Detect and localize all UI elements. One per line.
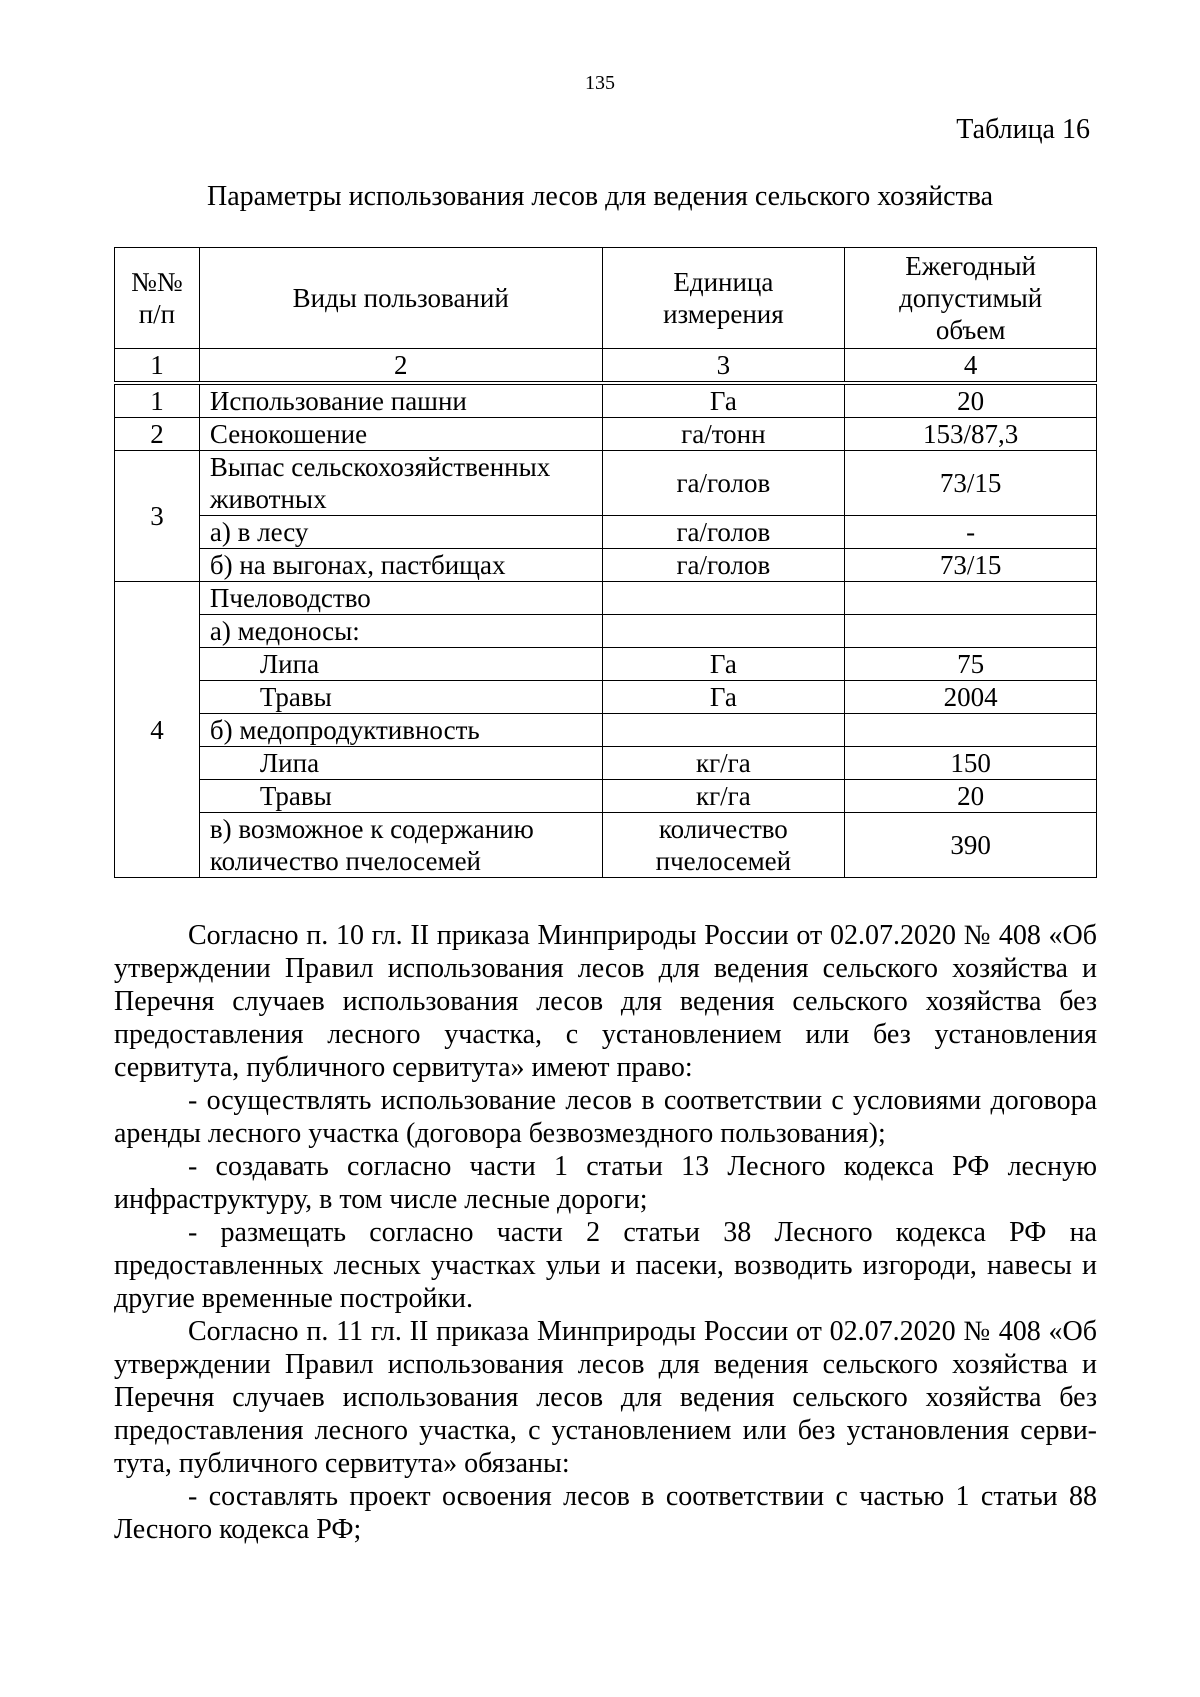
row-kind-line: Выпас сельскохозяйственных bbox=[209, 452, 551, 482]
row-unit-line: количество bbox=[658, 814, 788, 844]
header-number-line: №№ bbox=[131, 267, 183, 297]
row-volume bbox=[845, 582, 1097, 615]
row-volume: 20 bbox=[845, 780, 1097, 813]
row-unit: га/голов bbox=[602, 549, 845, 582]
table-row bbox=[115, 648, 1097, 681]
forest-use-parameters-table bbox=[114, 247, 1097, 878]
column-number: 3 bbox=[602, 349, 845, 384]
row-kind-line: животных bbox=[209, 484, 327, 514]
row-number: 3 bbox=[115, 451, 200, 582]
row-kind: Сенокошение bbox=[199, 418, 602, 451]
header-unit bbox=[602, 248, 845, 349]
row-kind: б) медопродуктивность bbox=[199, 714, 602, 747]
row-kind: а) в лесу bbox=[199, 516, 602, 549]
column-number: 2 bbox=[199, 349, 602, 384]
row-unit bbox=[602, 714, 845, 747]
header-unit-line: Единица bbox=[673, 267, 774, 297]
header-volume-line: Ежегодный bbox=[905, 251, 1036, 281]
row-unit bbox=[602, 582, 845, 615]
row-unit: Га bbox=[602, 681, 845, 714]
table-row bbox=[115, 418, 1097, 451]
row-kind-line: в) возможное к содержанию bbox=[209, 814, 534, 844]
column-numbers-row bbox=[115, 349, 1097, 384]
row-number: 1 bbox=[115, 383, 200, 418]
table-row bbox=[115, 714, 1097, 747]
table-row bbox=[115, 383, 1097, 418]
paragraph: Согласно п. 11 гл. II приказа Минприроды России от 02.07.2020 № 408 «Об утверждении Правил использования лесов для ведения сельского хозяйства и Перечня случаев использования лесов для ведения сельского хозяйства без предоставления лесного участка, с установлением или без установления серви-тута, публичного сервитута» обязаны: bbox=[114, 1316, 1097, 1479]
header-volume bbox=[845, 248, 1097, 349]
row-unit: Га bbox=[602, 383, 845, 418]
row-unit: га/голов bbox=[602, 516, 845, 549]
table-row bbox=[115, 615, 1097, 648]
header-number-line: п/п bbox=[138, 299, 176, 329]
row-volume bbox=[845, 615, 1097, 648]
row-unit: кг/га bbox=[602, 747, 845, 780]
row-unit bbox=[602, 615, 845, 648]
body-text bbox=[114, 919, 1097, 1546]
row-volume: 73/15 bbox=[845, 549, 1097, 582]
table-row bbox=[115, 813, 1097, 878]
header-unit-line: измерения bbox=[663, 299, 784, 329]
table-title: Параметры использования лесов для ведения сельского хозяйства bbox=[206, 181, 994, 212]
row-volume: 20 bbox=[845, 383, 1097, 418]
table-row bbox=[115, 451, 1097, 516]
table-row bbox=[115, 549, 1097, 582]
header-kind: Виды пользований bbox=[199, 248, 602, 349]
row-volume: 150 bbox=[845, 747, 1097, 780]
page-number: 135 bbox=[585, 72, 615, 94]
row-kind: Липа bbox=[199, 747, 602, 780]
column-number: 1 bbox=[115, 349, 200, 384]
row-unit: Га bbox=[602, 648, 845, 681]
row-volume: 390 bbox=[845, 813, 1097, 878]
row-volume: 153/87,3 bbox=[845, 418, 1097, 451]
row-kind bbox=[199, 451, 602, 516]
row-unit bbox=[602, 813, 845, 878]
paragraph: - составлять проект освоения лесов в соответствии с частью 1 статьи 88 Лесного кодекса РФ; bbox=[114, 1481, 1097, 1545]
row-unit: га/тонн bbox=[602, 418, 845, 451]
row-unit-line: пчелосемей bbox=[655, 846, 792, 876]
row-volume: 75 bbox=[845, 648, 1097, 681]
row-unit: га/голов bbox=[602, 451, 845, 516]
row-kind: Использование пашни bbox=[199, 383, 602, 418]
row-kind: б) на выгонах, пастбищах bbox=[199, 549, 602, 582]
column-number: 4 bbox=[845, 349, 1097, 384]
table-row bbox=[115, 516, 1097, 549]
table-row bbox=[115, 582, 1097, 615]
row-kind: Травы bbox=[199, 780, 602, 813]
table-row bbox=[115, 780, 1097, 813]
table-row bbox=[115, 747, 1097, 780]
row-kind: а) медоносы: bbox=[199, 615, 602, 648]
row-volume: 2004 bbox=[845, 681, 1097, 714]
row-unit: кг/га bbox=[602, 780, 845, 813]
table-number: Таблица 16 bbox=[956, 114, 1090, 145]
row-kind bbox=[199, 813, 602, 878]
paragraph: - создавать согласно части 1 статьи 13 Лесного кодекса РФ лесную инфраструктуру, в том числе лесные дороги; bbox=[114, 1151, 1097, 1215]
header-volume-line: допустимый bbox=[899, 283, 1043, 313]
row-kind: Пчеловодство bbox=[199, 582, 602, 615]
row-volume: 73/15 bbox=[845, 451, 1097, 516]
table-header-row bbox=[115, 248, 1097, 349]
paragraph: - осуществлять использование лесов в соответствии с условиями договора аренды лесного участка (договора безвозмездного пользования); bbox=[114, 1085, 1097, 1149]
row-number: 2 bbox=[115, 418, 200, 451]
row-volume: - bbox=[845, 516, 1097, 549]
header-volume-line: объем bbox=[935, 315, 1006, 345]
row-volume bbox=[845, 714, 1097, 747]
header-number bbox=[115, 248, 200, 349]
row-number: 4 bbox=[115, 582, 200, 878]
paragraph: Согласно п. 10 гл. II приказа Минприроды России от 02.07.2020 № 408 «Об утверждении Правил использования лесов для ведения сельского хозяйства и Перечня случаев использования лесов для ведения сельского хозяйства без предоставления лесного участка, с установлением или без установления сервитута, публичного сервитута» имеют право: bbox=[114, 920, 1097, 1083]
table-row bbox=[115, 681, 1097, 714]
row-kind: Липа bbox=[199, 648, 602, 681]
row-kind-line: количество пчелосемей bbox=[209, 846, 481, 876]
paragraph: - размещать согласно части 2 статьи 38 Лесного кодекса РФ на предоставленных лесных участках ульи и пасеки, возводить изгороди, навесы и другие временные постройки. bbox=[114, 1217, 1097, 1314]
row-kind: Травы bbox=[199, 681, 602, 714]
